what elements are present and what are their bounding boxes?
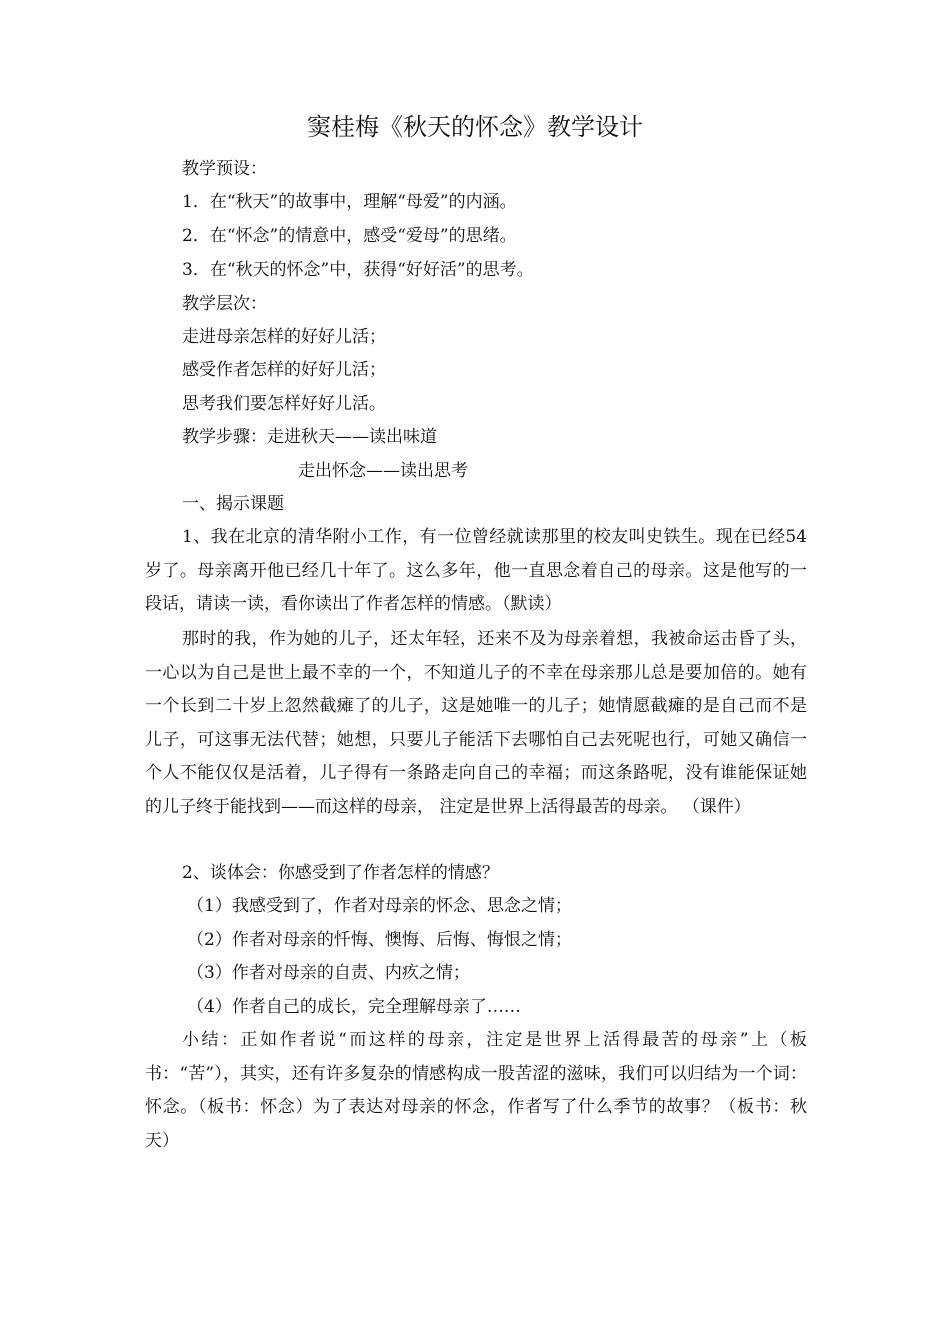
- paragraph-1: 1、我在北京的清华附小工作，有一位曾经就读那里的校友叫史铁生。现在已经54岁了。母亲离开他已经几十年了。这么多年，他一直思念着自己的母亲。这是他写的一段话，请读一读，看你读出了作者怎样的情感。（默读）: [145, 527, 807, 614]
- level-item-3: 思考我们要怎样好好儿活。: [182, 394, 386, 414]
- answer-item-1: （1）我感受到了，作者对母亲的怀念、思念之情；: [187, 896, 572, 916]
- teaching-preset-heading: 教学预设：: [182, 159, 267, 179]
- summary-paragraph: 小结：正如作者说“而这样的母亲，注定是世界上活得最苦的母亲”上（板书：“苦”），其实，还有许多复杂的情感构成一股苦涩的滋味，我们可以归结为一个词：怀念。（板书：怀念）为了表达对母亲的怀念，作者写了什么季节的故事？（板书：秋天）: [145, 1030, 807, 1151]
- answer-item-3: （3）作者对母亲的自责、内疚之情；: [187, 963, 470, 983]
- section-1-heading: 一、揭示课题: [182, 494, 284, 514]
- levels-heading: 教学层次：: [182, 294, 267, 314]
- preset-item-3: 3．在“秋天的怀念”中，获得“好好活”的思考。: [182, 260, 534, 280]
- preset-item-1: 1．在“秋天”的故事中，理解“母爱”的内涵。: [182, 192, 517, 212]
- level-item-2: 感受作者怎样的好好儿活；: [182, 360, 386, 380]
- answer-item-2: （2）作者对母亲的忏悔、懊悔、后悔、悔恨之情；: [187, 930, 572, 950]
- answer-item-4: （4）作者自己的成长，完全理解母亲了……: [187, 997, 521, 1017]
- quoted-passage: 那时的我，作为她的儿子，还太年轻，还来不及为母亲着想，我被命运击昏了头，一心以为自己是世上最不幸的一个，不知道儿子的不幸在母亲那儿总是要加倍的。她有一个长到二十岁上忽然截瘫了的儿子，这是她唯一的儿子；她情愿截瘫的是自己而不是儿子，可这事无法代替；她想，只要儿子能活下去哪怕自己去死呢也行，可她又确信一个人不能仅仅是活着，儿子得有一条路走向自己的幸福；而这条路呢，没有谁能保证她的儿子终于能找到——而这样的母亲， 注定是世界上活得最苦的母亲。 （课件）: [145, 629, 807, 817]
- level-item-1: 走进母亲怎样的好好儿活；: [182, 327, 386, 347]
- preset-item-2: 2．在“怀念”的情意中，感受“爱母”的思绪。: [182, 226, 517, 246]
- question-line: 2、谈体会：你感受到了作者怎样的情感？: [182, 863, 499, 883]
- steps-line-1: 教学步骤：走进秋天——读出味道: [182, 427, 437, 447]
- steps-line-2: 走出怀念——读出思考: [298, 461, 468, 481]
- document-title: 窦桂梅《秋天的怀念》教学设计: [307, 113, 643, 141]
